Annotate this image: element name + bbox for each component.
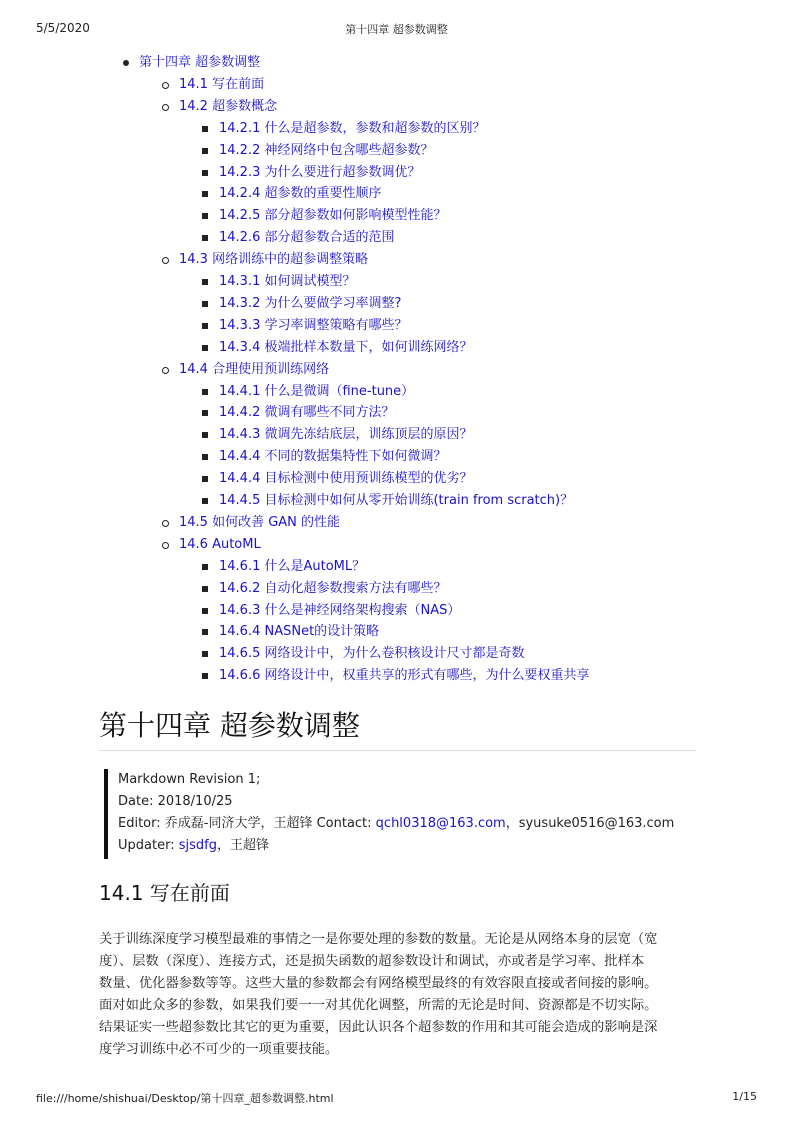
list-bullet-icon [202, 586, 208, 592]
toc-link[interactable]: 14.6.6 网络设计中，权重共享的形式有哪些，为什么要权重共享 [219, 668, 590, 684]
paragraph-line: 度）、层数（深度）、连接方式，还是损失函数的超参数设计和调试，亦或者是学习率、批样本 [99, 954, 645, 969]
toc-link[interactable]: 14.6.3 什么是神经网络架构搜索（NAS） [219, 602, 461, 618]
toc-link[interactable]: 第十四章 超参数调整 [139, 55, 261, 70]
paragraph-line: 面对如此众多的参数，如果我们要一一对其优化调整，所需的无论是时间、资源都是不切实际。 [99, 998, 658, 1013]
list-bullet-icon [202, 323, 208, 329]
list-bullet-icon [202, 235, 208, 241]
toc-link[interactable]: 14.6.1 什么是AutoML？ [219, 558, 366, 574]
list-bullet-icon [202, 476, 208, 482]
updater-link[interactable]: sjsdfg [178, 838, 217, 853]
chapter-title: 第十四章 超参数调整 [99, 709, 360, 742]
toc-link[interactable]: 14.6 AutoML [179, 536, 261, 552]
list-bullet-icon [202, 389, 208, 395]
toc-link[interactable]: 14.4.4 不同的数据集特性下如何微调？ [219, 449, 447, 465]
toc-link[interactable]: 14.4.1 什么是微调（fine-tune） [219, 383, 415, 399]
list-bullet-icon [202, 148, 208, 154]
toc-link[interactable]: 14.6.4 NASNet的设计策略 [219, 624, 380, 640]
paragraph-line: 结果证实一些超参数比其它的更为重要，因此认识各个超参数的作用和其可能会造成的影响是深 [99, 1020, 658, 1035]
list-bullet-icon [162, 104, 169, 111]
date-line: Date: 2018/10/25 [118, 794, 233, 809]
editor-text: Editor: 乔成磊-同济大学，王超锋 Contact: [118, 816, 376, 831]
toc-link[interactable]: 14.3.3 学习率调整策略有哪些？ [219, 317, 408, 333]
toc-link[interactable]: 14.2.3 为什么要进行超参数调优？ [219, 164, 421, 180]
paragraph-line: 数量、优化器参数等等。这些大量的参数都会有网络模型最终的有效容限直接或者间接的影响。 [99, 976, 658, 991]
list-bullet-icon [162, 82, 169, 89]
print-header-date: 5/5/2020 [36, 21, 90, 35]
list-bullet-icon [202, 301, 208, 307]
toc-link[interactable]: 14.4 合理使用预训练网络 [179, 361, 330, 377]
toc-link[interactable]: 14.4.4 目标检测中使用预训练模型的优劣？ [219, 471, 473, 487]
revision-line: Markdown Revision 1; [118, 772, 261, 787]
toc-link[interactable]: 14.3.1 如何调试模型？ [219, 274, 356, 289]
toc-link[interactable]: 14.2.5 部分超参数如何影响模型性能？ [219, 208, 447, 224]
list-bullet-icon [162, 367, 169, 374]
title-divider [99, 750, 696, 751]
list-bullet-icon [202, 126, 208, 132]
toc-link[interactable]: 14.6.2 自动化超参数搜索方法有哪些？ [219, 580, 447, 596]
updater-suffix: ，王超锋 [216, 838, 269, 853]
toc-link[interactable]: 14.2.6 部分超参数合适的范围 [219, 230, 395, 246]
list-bullet-icon [202, 673, 208, 679]
blockquote-bar [104, 769, 108, 859]
toc-link[interactable]: 14.3 网络训练中的超参调整策略 [179, 252, 369, 268]
list-bullet-icon [202, 564, 208, 570]
list-bullet-icon [202, 629, 208, 635]
updater-text: Updater: [118, 838, 179, 853]
toc-link[interactable]: 14.3.2 为什么要做学习率调整? [219, 295, 402, 311]
toc-link[interactable]: 14.6.5 网络设计中，为什么卷积核设计尺寸都是奇数 [219, 646, 525, 662]
editor-line [118, 813, 674, 835]
list-bullet-icon [202, 170, 208, 176]
toc-link[interactable]: 14.2.1 什么是超参数，参数和超参数的区别？ [219, 120, 486, 136]
list-bullet-icon [202, 608, 208, 614]
toc-link[interactable]: 14.3.4 极端批样本数量下，如何训练网络？ [219, 339, 473, 355]
list-bullet-icon [202, 213, 208, 219]
updater-line [118, 835, 269, 857]
list-bullet-icon [123, 60, 129, 66]
list-bullet-icon [202, 410, 208, 416]
section-title: 14.1 写在前面 [99, 881, 230, 905]
list-bullet-icon [202, 279, 208, 285]
list-bullet-icon [202, 498, 208, 504]
print-footer-page: 1/15 [732, 1090, 757, 1103]
list-bullet-icon [202, 191, 208, 197]
paragraph-line: 关于训练深度学习模型最难的事情之一是你要处理的参数的数量。无论是从网络本身的层宽（宽 [99, 932, 658, 947]
metadata-blockquote [104, 769, 699, 859]
toc-link[interactable]: 14.5 如何改善 GAN 的性能 [179, 514, 341, 530]
list-bullet-icon [202, 432, 208, 438]
list-bullet-icon [202, 345, 208, 351]
toc-link[interactable]: 14.4.3 微调先冻结底层，训练顶层的原因？ [219, 427, 473, 443]
list-bullet-icon [162, 257, 169, 264]
toc-link[interactable]: 14.4.2 微调有哪些不同方法？ [219, 405, 395, 421]
toc-link[interactable]: 14.2.4 超参数的重要性顺序 [219, 186, 382, 202]
toc-link[interactable]: 14.2.2 神经网络中包含哪些超参数？ [219, 142, 434, 158]
list-bullet-icon [162, 520, 169, 527]
paragraph-line: 度学习训练中必不可少的一项重要技能。 [99, 1042, 339, 1057]
editor-suffix: ，syusuke0516@163.com [505, 816, 675, 831]
print-footer-path: file:///home/shishuai/Desktop/第十四章_超参数调整.html [36, 1092, 334, 1105]
list-bullet-icon [202, 454, 208, 460]
editor-email-link[interactable]: qchl0318@163.com [375, 816, 506, 831]
list-bullet-icon [202, 651, 208, 657]
list-bullet-icon [162, 542, 169, 549]
toc-link[interactable]: 14.4.5 目标检测中如何从零开始训练(train from scratch)？ [219, 493, 574, 508]
print-header-title: 第十四章 超参数调整 [345, 23, 448, 36]
toc-link[interactable]: 14.1 写在前面 [179, 76, 265, 92]
toc-link[interactable]: 14.2 超参数概念 [179, 98, 278, 114]
